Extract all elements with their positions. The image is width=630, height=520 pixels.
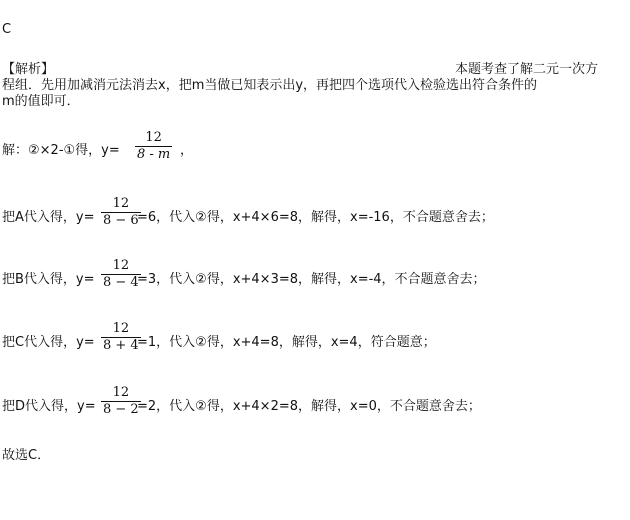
solution-fraction-denominator [135, 146, 172, 163]
option-c-numerator: 12 [112, 321, 130, 336]
option-b-fraction [101, 258, 141, 291]
option-c-suffix: =1，代入②得，x+4=8，解得，x=4，符合题意； [137, 335, 436, 350]
option-a-numerator: 12 [112, 196, 130, 211]
option-d-numerator: 12 [112, 385, 130, 400]
option-d-fraction [101, 385, 141, 418]
option-b-suffix: =3，代入②得，x+4×3=8，解得，x=-4，不合题意舍去； [137, 272, 486, 287]
option-b-prefix: 把B代入得，y= [2, 272, 95, 287]
option-d-suffix: =2，代入②得，x+4×2=8，解得，x=0，不合题意舍去； [137, 399, 481, 414]
solution-fraction [135, 130, 172, 163]
option-a-denominator: 8 − 6 [103, 213, 139, 228]
solution-suffix: ， [180, 143, 194, 158]
answer-letter: C [2, 22, 12, 37]
solution-fraction-numerator: 12 [145, 130, 162, 145]
analysis-label: 【解析】 [2, 62, 55, 77]
option-d-denominator: 8 − 2 [103, 402, 139, 417]
solution-prefix: 解：②×2-①得，y= [2, 143, 120, 158]
option-c-denominator: 8 + 4 [103, 338, 139, 353]
conclusion: 故选C． [2, 448, 51, 463]
option-a-suffix: =6，代入②得，x+4×6=8，解得，x=-16，不合题意舍去； [137, 210, 494, 225]
option-b-numerator: 12 [112, 258, 130, 273]
solution-fraction-denominator-text: 8 - m [137, 147, 171, 162]
analysis-intro-line3: m的值即可． [2, 94, 80, 109]
analysis-intro-line2: 程组．先用加减消元法消去x，把m当做已知表示出y，再把四个选项代入检验选出符合条件的 [2, 78, 538, 93]
option-a-fraction [101, 196, 141, 229]
option-b-denominator: 8 − 4 [103, 275, 139, 290]
option-a-prefix: 把A代入得，y= [2, 210, 95, 225]
analysis-intro-right: 本题考查了解二元一次方 [455, 62, 599, 77]
option-d-prefix: 把D代入得，y= [2, 399, 96, 414]
option-c-fraction [101, 321, 141, 354]
option-c-prefix: 把C代入得，y= [2, 335, 95, 350]
